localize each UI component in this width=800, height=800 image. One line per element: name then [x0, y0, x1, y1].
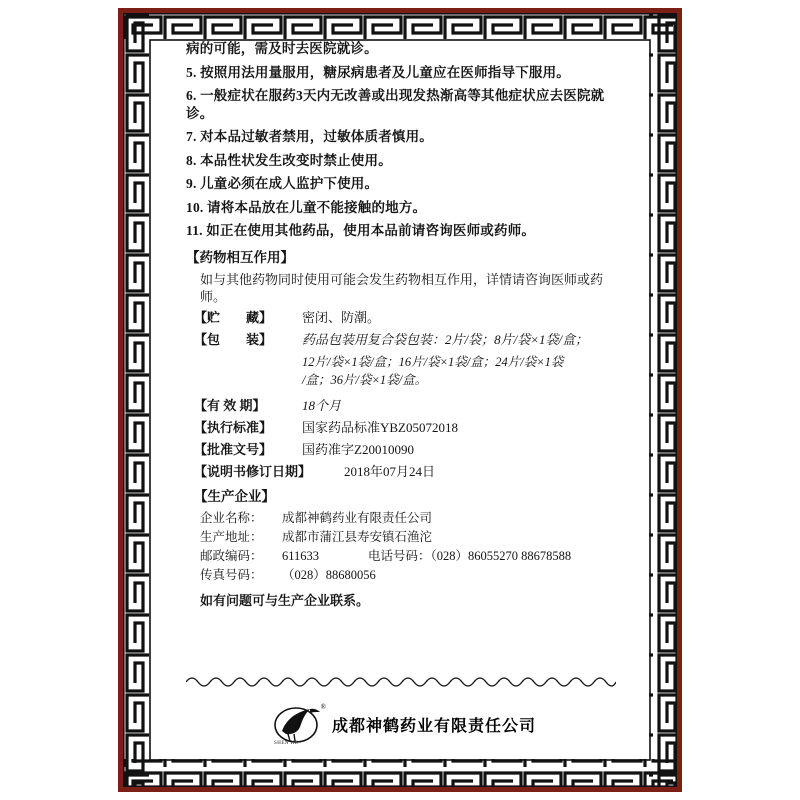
drug-interaction-text: 如与其他药物同时使用可能会发生药物相互作用，详情请咨询医师或药师。	[200, 271, 604, 304]
manufacturer-row	[186, 529, 618, 546]
field-label: 【执行标准】	[194, 419, 273, 435]
instruction-line: 8. 本品性状发生改变时禁止使用。	[186, 152, 392, 168]
field-value: 药品包装用复合袋包装：2片/袋；8片/袋×1袋/盒；	[302, 331, 589, 347]
row-value: 成都神鹤药业有限责任公司	[282, 510, 433, 525]
field-value: 国药准字Z20010090	[302, 441, 414, 457]
instruction-line: 7. 对本品过敏者禁用，过敏体质者慎用。	[186, 129, 433, 144]
manufacturer-row	[186, 548, 618, 565]
field-value: 国家药品标准YBZ05072018	[302, 419, 459, 435]
registered-trademark-icon: ®	[320, 703, 326, 711]
field-label: 【包 装】	[194, 331, 273, 347]
row-value-secondary: 电话号码：（028）86055270 88678588	[368, 548, 572, 563]
contact-note: 如有问题可与生产企业联系。	[200, 592, 370, 608]
row-label: 邮政编码：	[200, 548, 263, 563]
wavy-divider	[186, 672, 616, 688]
logo-pinyin-text: SHEN HE	[273, 741, 299, 746]
field-standard	[186, 419, 618, 437]
leaflet-content	[186, 40, 618, 740]
field-value: 2018年07月24日	[344, 463, 436, 479]
row-value: （028）88680056	[282, 567, 376, 582]
instruction-line: 10. 请将本品放在儿童不能接触的地方。	[186, 199, 427, 215]
row-label: 传真号码：	[200, 567, 263, 582]
field-revision-date	[186, 463, 618, 481]
row-value: 成都市蒲江县寿安镇石渔沱	[282, 529, 433, 544]
instruction-line: 病的可能，需及时去医院就诊。	[186, 41, 378, 56]
field-value: 18个月	[302, 397, 342, 413]
footer-logo-block	[186, 694, 618, 754]
field-package	[186, 331, 618, 349]
instruction-line: 9. 儿童必须在成人监护下使用。	[186, 176, 379, 191]
instruction-line: 11. 如正在使用其他药品，使用本品前请咨询医师或药师。	[186, 223, 536, 238]
package-continuation-line: 12片/袋×1袋/盒；16片/袋×1袋/盒；24片/袋×1袋	[302, 354, 564, 369]
row-value: 611633	[282, 548, 320, 563]
row-label: 生产地址：	[200, 529, 263, 544]
instruction-line: 6. 一般症状在服药3天内无改善或出现发热渐高等其他症状应去医院就诊。	[186, 88, 605, 121]
field-label: 【批准文号】	[194, 441, 273, 457]
section-heading-drug-interaction: 【药物相互作用】	[186, 249, 294, 265]
field-label: 【有 效 期】	[194, 397, 266, 413]
manufacturer-row	[186, 567, 618, 584]
field-validity	[186, 397, 618, 415]
field-label: 【贮 藏】	[194, 309, 273, 325]
field-approval-number	[186, 441, 618, 459]
instruction-line: 5. 按照用法用量服用，糖尿病患者及儿童应在医师指导下服用。	[186, 64, 570, 80]
field-value: 密闭、防潮。	[302, 309, 381, 325]
footer-company-name: 成都神鹤药业有限责任公司	[331, 717, 536, 735]
crane-logo-icon	[268, 701, 324, 747]
section-heading-manufacturer: 【生产企业】	[194, 488, 275, 504]
field-storage	[186, 309, 618, 327]
package-continuation-line: /盒；36片/袋×1袋/盒。	[302, 372, 428, 387]
row-label: 企业名称：	[200, 510, 263, 525]
manufacturer-row	[186, 510, 618, 527]
field-label: 【说明书修订日期】	[194, 463, 312, 479]
